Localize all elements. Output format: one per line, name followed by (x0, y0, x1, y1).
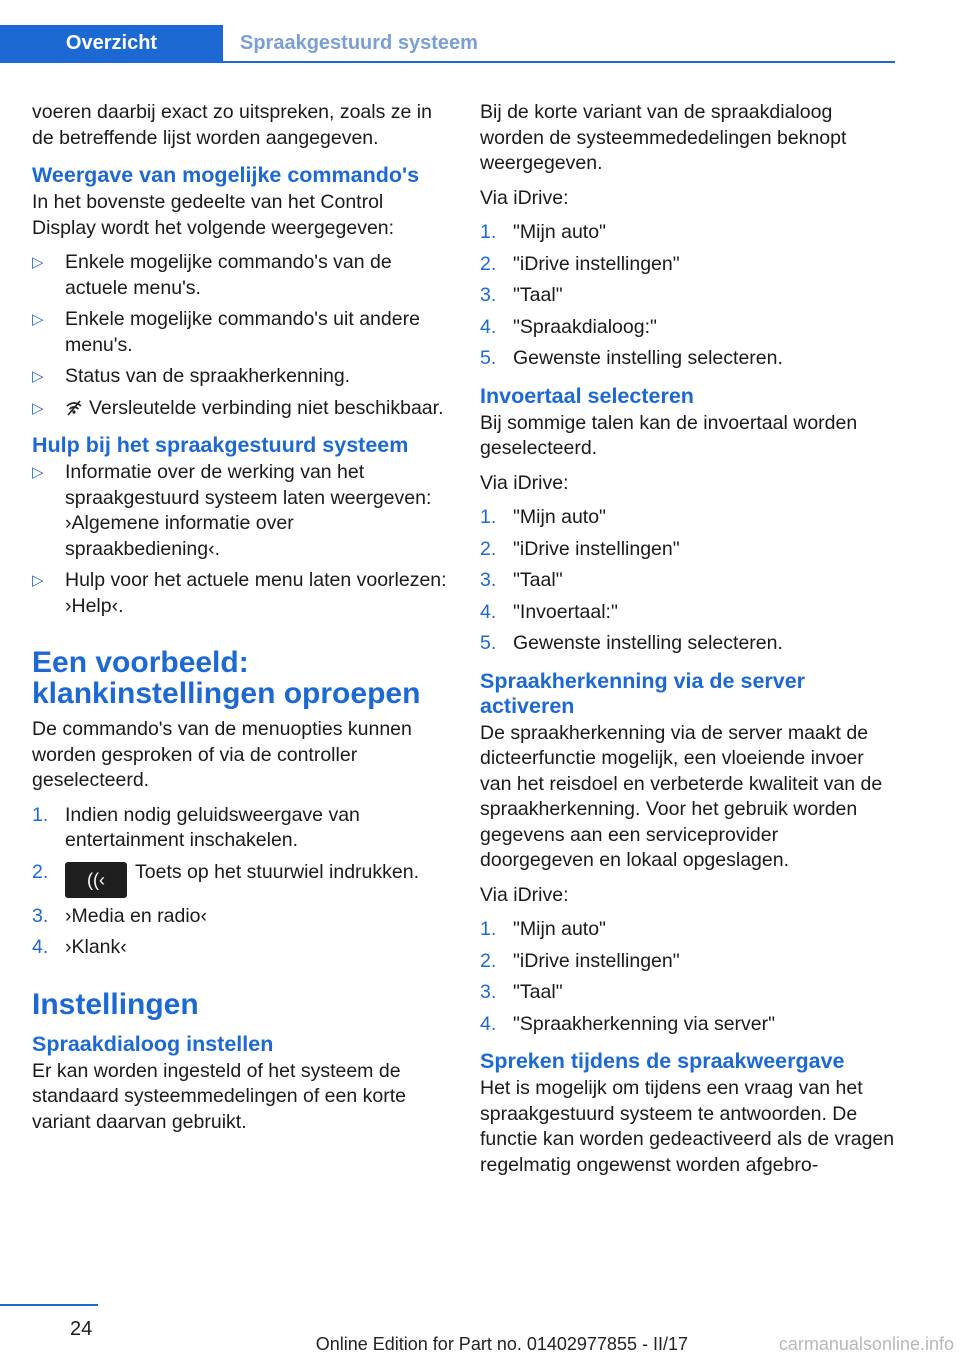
page-number: 24 (70, 1318, 93, 1340)
list-item: 1. "Mijn auto" (480, 221, 606, 243)
heading-server-recognition: Spraakherkenning via de server activeren (480, 668, 806, 718)
list-item: ▷ Hulp voor het actuele menu laten voorlezen: ›Help‹. (32, 569, 447, 617)
list-item: 3. ›Media en radio‹ (32, 904, 207, 927)
watermark-text: carmanualsonline.info (778, 1334, 954, 1354)
list-item: ▷ Status van de spraakherkenning. (32, 364, 447, 390)
server-steps (480, 917, 895, 1037)
heading-dialog: Spraakdialoog instellen (32, 1031, 274, 1056)
list-item: ▷ Informatie over de werking van het spraakgestuurd systeem laten weergeven: ›Algemene informatie over spraakbediening‹. (32, 461, 432, 560)
commands-paragraph: In het bovenste gedeelte van het Control Display wordt het volgende weergegeven: (32, 191, 395, 239)
triangle-right-icon: ▷ (32, 254, 44, 271)
via-idrive-label: Via iDrive: (480, 186, 569, 209)
tab-spraakgestuurd-systeem[interactable]: Spraakgestuurd systeem (240, 31, 478, 54)
list-item: ▷ Enkele mogelijke commando's uit andere menu's. (32, 308, 420, 356)
commands-list (32, 250, 447, 421)
heading-input-language: Invoertaal selecteren (480, 383, 694, 408)
page-header (0, 25, 895, 63)
short-variant-paragraph: Bij de korte variant van de spraakdialoog worden de systeemmededelingen beknopt weergegeven. (480, 101, 847, 174)
example-paragraph: De commando's van de menuopties kunnen worden gesproken of via de controller geselecteerd. (32, 718, 412, 791)
help-list (32, 460, 447, 619)
triangle-right-icon: ▷ (32, 572, 44, 589)
heading-help: Hulp bij het spraakgestuurd systeem (32, 433, 409, 457)
triangle-right-icon: ▷ (32, 368, 44, 385)
list-item: 2. ((‹ Toets op het stuurwiel indrukken. (32, 860, 447, 898)
tab-overzicht[interactable]: Overzicht (0, 25, 223, 61)
intro-paragraph: voeren daarbij exact zo uitspreken, zoals ze in de betreffende lijst worden aangegeven. (32, 101, 432, 149)
edition-text: Online Edition for Part no. 01402977855 - II/17 (315, 1334, 688, 1354)
list-item: 1. "Mijn auto" (480, 918, 606, 940)
heading-example: Een voorbeeld: klankinstellingen oproepen (32, 646, 421, 710)
footer-divider (0, 1304, 98, 1306)
via-idrive-label: Via iDrive: (480, 883, 569, 906)
triangle-right-icon: ▷ (32, 464, 44, 481)
heading-commands: Weergave van mogelijke commando's (32, 163, 420, 187)
input-language-steps (480, 505, 895, 657)
list-item: 4. "Spraakherkenning via server" (480, 1012, 776, 1035)
list-item: 1. Indien nodig geluidsweergave van entertainment inschakelen. (32, 803, 360, 851)
list-item: 3. "Taal" (480, 981, 563, 1003)
list-item: 4. ›Klank‹ (32, 936, 127, 958)
encrypted-connection-unavailable-icon (65, 399, 83, 417)
speak-paragraph: Het is mogelijk om tijdens een vraag van het spraakgestuurd systeem te antwoorden. De functie kan worden gedeactiveerd als de vragen regelmatig ongewenst worden afgebro- (480, 1077, 895, 1176)
list-item: 4. "Invoertaal:" (480, 600, 618, 623)
left-column (32, 100, 447, 1144)
list-item: 3. "Taal" (480, 284, 563, 306)
right-column (480, 100, 895, 1187)
list-item: 5. Gewenste instelling selecteren. (480, 347, 783, 369)
list-item: 2. "iDrive instellingen" (480, 537, 680, 560)
list-item: 1. "Mijn auto" (480, 506, 606, 528)
example-steps (32, 803, 447, 961)
server-paragraph: De spraakherkenning via de server maakt de dicteerfunctie mogelijk, een vloeiende invoer van het reisdoel en verbeterde kwaliteit van de spraakherkenning. Voor het gebruik worden gegevens aan een serviceprovider doorgegeven en lokaal opgeslagen. (480, 721, 883, 871)
list-item: 5. Gewenste instelling selecteren. (480, 632, 783, 654)
via-idrive-label: Via iDrive: (480, 471, 569, 494)
list-item: ▷ Versleutelde verbinding niet beschikbaar. (32, 396, 447, 422)
list-item: 2. "iDrive instellingen" (480, 252, 680, 275)
list-item: 4. "Spraakdialoog:" (480, 315, 657, 338)
dialog-steps (480, 220, 895, 372)
triangle-right-icon: ▷ (32, 399, 44, 417)
list-item: ▷ Enkele mogelijke commando's van de actuele menu's. (32, 251, 392, 299)
list-item: 2. "iDrive instellingen" (480, 949, 680, 972)
heading-settings: Instellingen (32, 987, 199, 1021)
list-item: 3. "Taal" (480, 569, 563, 591)
dialog-paragraph: Er kan worden ingesteld of het systeem de standaard systeemmedelingen of een korte variant daarvan gebruikt. (32, 1059, 406, 1133)
input-language-paragraph: Bij sommige talen kan de invoertaal worden geselecteerd. (480, 411, 858, 459)
heading-speak-during-output: Spreken tijdens de spraakweergave (480, 1049, 845, 1073)
voice-control-button-icon: ((‹ (65, 862, 127, 898)
triangle-right-icon: ▷ (32, 311, 44, 328)
